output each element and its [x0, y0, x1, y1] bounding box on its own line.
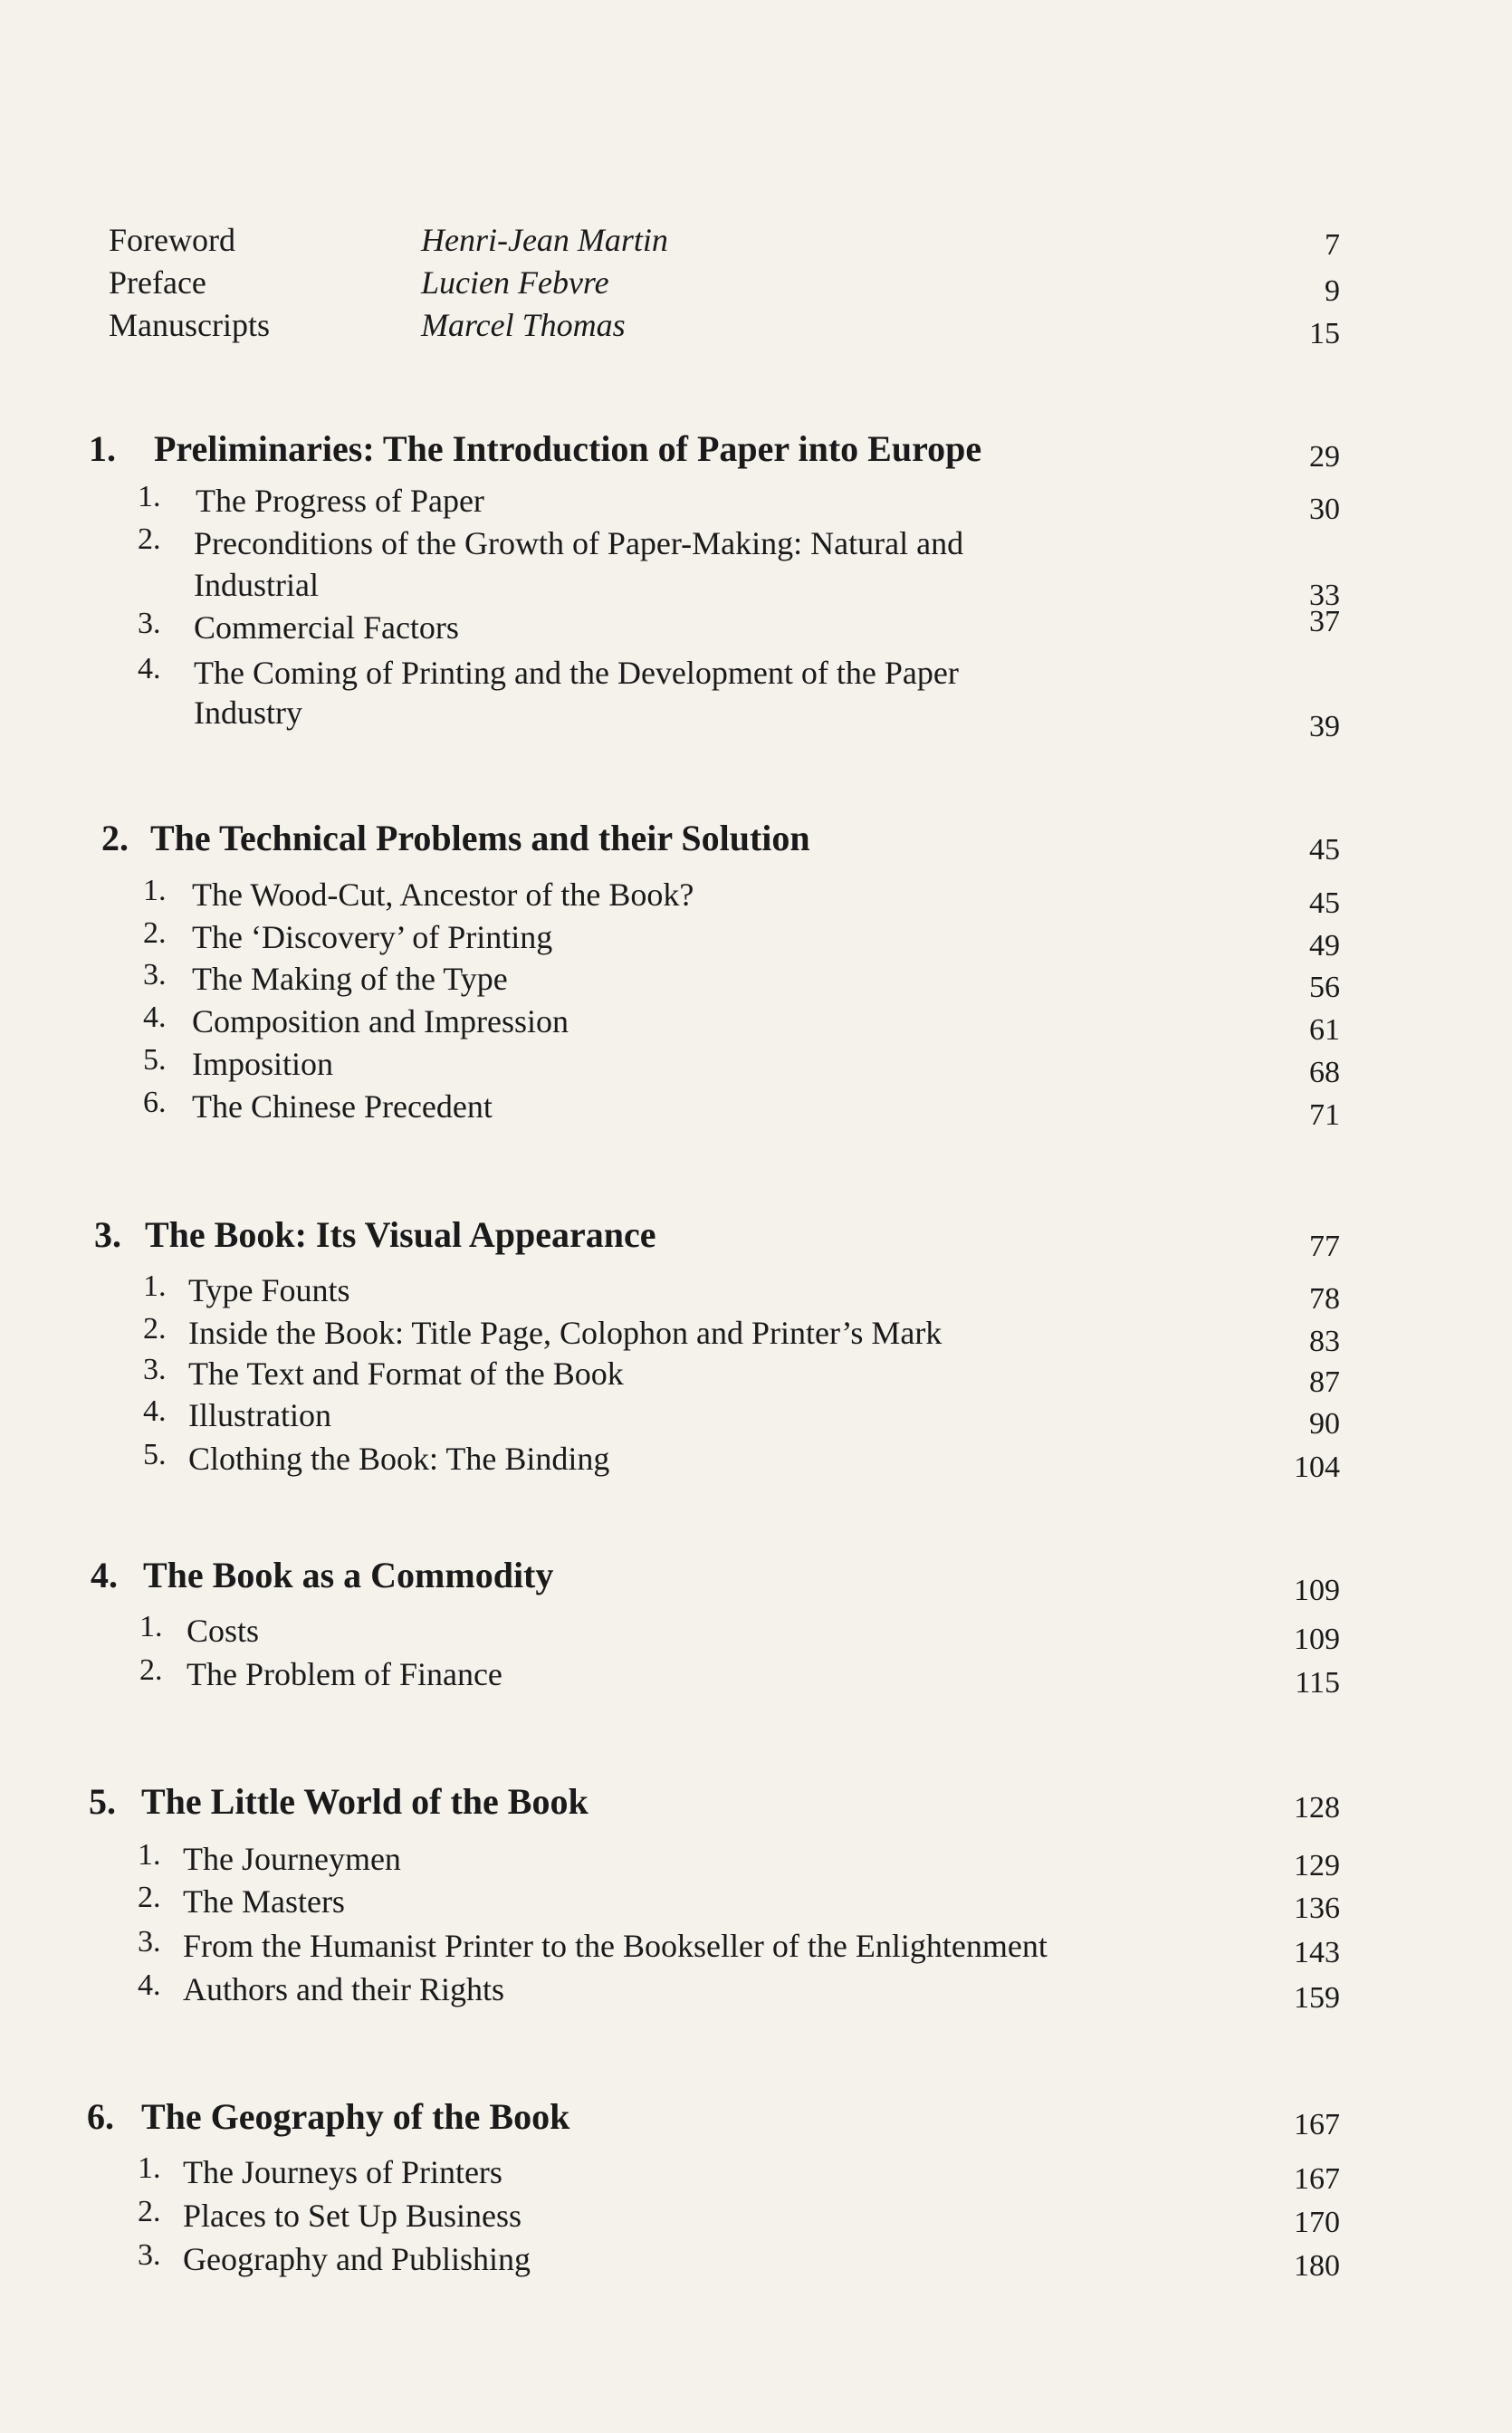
section-title-continued: Industry	[194, 694, 302, 731]
page-number: 87	[1309, 1365, 1340, 1399]
section-number: 5.	[143, 1043, 167, 1077]
page-number: 9	[1325, 274, 1340, 308]
page-number: 90	[1309, 1407, 1340, 1441]
section-number: 3.	[143, 958, 167, 991]
section-number: 3.	[143, 1353, 167, 1386]
section-number: 3.	[138, 607, 161, 640]
section-title: The Text and Format of the Book	[188, 1355, 624, 1392]
front-matter-author: Lucien Febvre	[421, 264, 609, 301]
section-number: 1.	[143, 874, 167, 907]
section-title: Commercial Factors	[194, 609, 459, 646]
page-number: 77	[1309, 1230, 1340, 1263]
section-title: The Progress of Paper	[196, 483, 484, 519]
section-title: Preconditions of the Growth of Paper-Making: Natural and	[194, 525, 964, 561]
page-number: 45	[1309, 886, 1340, 920]
section-number: 4.	[138, 652, 161, 685]
chapter-number: 2.	[101, 818, 129, 858]
chapter-number: 3.	[94, 1214, 121, 1255]
chapter-title: The Book: Its Visual Appearance	[145, 1214, 656, 1255]
section-number: 2.	[138, 522, 161, 556]
section-title: Authors and their Rights	[183, 1971, 504, 2007]
page-number: 33	[1309, 579, 1340, 612]
chapter-title: The Technical Problems and their Solution	[150, 818, 810, 858]
section-number: 5.	[143, 1438, 167, 1471]
page-number: 136	[1294, 1892, 1340, 1925]
page-number: 37	[1309, 605, 1340, 638]
page-number: 109	[1294, 1574, 1340, 1607]
section-number: 1.	[138, 480, 161, 513]
section-number: 4.	[143, 1001, 167, 1034]
section-number: 2.	[138, 2195, 161, 2228]
page-number: 143	[1294, 1936, 1340, 1969]
section-number: 3.	[138, 1925, 161, 1959]
page-number: 61	[1309, 1013, 1340, 1047]
section-title: The Making of the Type	[192, 961, 508, 997]
page-number: 129	[1294, 1849, 1340, 1882]
front-matter-author: Marcel Thomas	[421, 307, 626, 343]
page-number: 71	[1309, 1098, 1340, 1132]
section-title: Illustration	[188, 1397, 331, 1433]
section-number: 4.	[143, 1394, 167, 1428]
page-number: 115	[1295, 1666, 1340, 1700]
page-number: 180	[1294, 2249, 1340, 2283]
section-title: Inside the Book: Title Page, Colophon and Printer’s Mark	[188, 1315, 943, 1351]
chapter-number: 5.	[89, 1781, 116, 1822]
page-number: 167	[1294, 2108, 1340, 2141]
section-title: Geography and Publishing	[183, 2241, 531, 2277]
section-number: 1.	[138, 1838, 161, 1872]
page-number: 45	[1309, 833, 1340, 867]
page-number: 83	[1309, 1325, 1340, 1358]
section-title: The Journeys of Printers	[183, 2154, 502, 2190]
chapter-number: 6.	[87, 2096, 114, 2137]
page-number: 109	[1294, 1623, 1340, 1656]
chapter-number: 1.	[89, 428, 116, 469]
front-matter-label: Manuscripts	[109, 307, 270, 343]
section-title: The Problem of Finance	[187, 1656, 502, 1692]
section-title: The Wood-Cut, Ancestor of the Book?	[192, 876, 694, 913]
front-matter-label: Preface	[109, 264, 206, 301]
section-title-continued: Industrial	[194, 567, 319, 603]
section-title: The Chinese Precedent	[192, 1088, 493, 1125]
front-matter-author: Henri-Jean Martin	[421, 222, 668, 258]
section-title: Places to Set Up Business	[183, 2198, 522, 2234]
page-number: 30	[1309, 493, 1340, 526]
section-number: 4.	[138, 1968, 161, 2002]
section-title: From the Humanist Printer to the Bookseller of the Enlightenment	[183, 1928, 1048, 1964]
section-title: Composition and Impression	[192, 1003, 569, 1039]
page-number: 167	[1294, 2162, 1340, 2196]
page-number: 104	[1294, 1451, 1340, 1484]
page-number: 15	[1309, 317, 1340, 350]
page-number: 128	[1294, 1791, 1340, 1825]
section-number: 6.	[143, 1086, 167, 1119]
section-title: The Journeymen	[183, 1841, 401, 1877]
section-title: The Masters	[183, 1883, 345, 1920]
section-number: 2.	[139, 1653, 163, 1687]
section-title: Costs	[187, 1613, 260, 1649]
section-title: The ‘Discovery’ of Printing	[192, 919, 553, 955]
chapter-title: The Little World of the Book	[141, 1781, 589, 1822]
show-through-decoration	[797, 208, 1376, 317]
chapter-title: The Geography of the Book	[141, 2096, 570, 2137]
page-number: 49	[1309, 929, 1340, 963]
section-title: Imposition	[192, 1046, 334, 1082]
page-number: 78	[1309, 1282, 1340, 1316]
chapter-title: Preliminaries: The Introduction of Paper into Europe	[154, 428, 982, 469]
front-matter-label: Foreword	[109, 222, 235, 258]
page-number: 29	[1309, 440, 1340, 474]
section-title: Type Founts	[188, 1272, 350, 1308]
chapter-number: 4.	[91, 1555, 118, 1595]
page-number: 159	[1294, 1981, 1340, 2015]
section-title: Clothing the Book: The Binding	[188, 1441, 610, 1477]
section-number: 2.	[143, 1312, 167, 1346]
page-number: 56	[1309, 971, 1340, 1004]
section-number: 1.	[143, 1269, 167, 1303]
page-number: 170	[1294, 2206, 1340, 2239]
section-number: 2.	[138, 1881, 161, 1914]
section-number: 2.	[143, 916, 167, 950]
section-number: 1.	[139, 1610, 163, 1643]
page-number: 68	[1309, 1056, 1340, 1089]
section-title: The Coming of Printing and the Development of the Paper	[194, 655, 959, 691]
page-number: 39	[1309, 710, 1340, 743]
chapter-title: The Book as a Commodity	[143, 1555, 554, 1595]
section-number: 3.	[138, 2238, 161, 2272]
section-number: 1.	[138, 2151, 161, 2185]
page-number: 7	[1325, 228, 1340, 262]
